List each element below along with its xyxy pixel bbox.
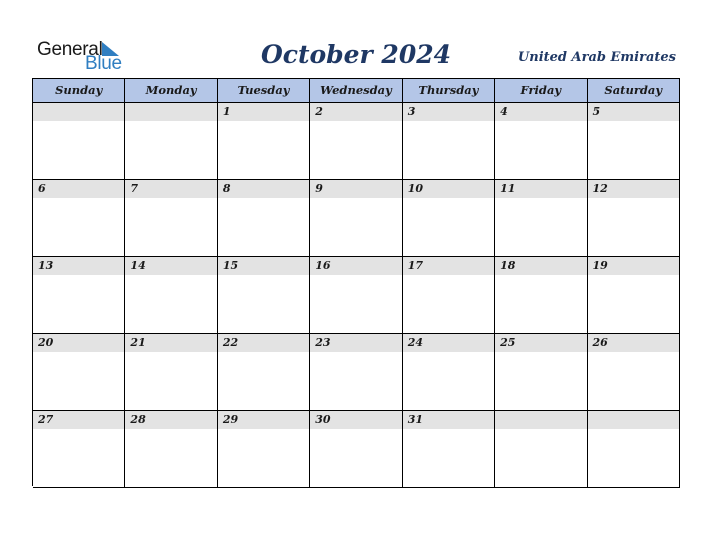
day-number-band <box>495 257 586 275</box>
day-number-band <box>310 334 401 352</box>
day-number: 5 <box>592 105 601 118</box>
day-number: 16 <box>315 259 331 272</box>
day-cell <box>403 411 495 488</box>
day-cell <box>495 257 587 334</box>
day-number: 21 <box>130 336 146 349</box>
day-number: 24 <box>407 336 423 349</box>
day-number: 19 <box>592 259 608 272</box>
day-cell <box>125 180 217 257</box>
day-number-band <box>495 103 586 121</box>
day-cell <box>218 180 310 257</box>
day-number-band <box>218 103 309 121</box>
day-cell <box>33 103 125 180</box>
day-cell <box>310 411 402 488</box>
day-cell <box>495 334 587 411</box>
day-number-band <box>588 103 679 121</box>
day-number-band <box>33 334 124 352</box>
day-cell <box>125 103 217 180</box>
day-cell <box>403 334 495 411</box>
day-number: 2 <box>315 105 323 118</box>
day-number-band <box>218 411 309 429</box>
logo-text-blue: Blue <box>85 53 122 74</box>
day-number: 1 <box>222 105 231 118</box>
day-cell <box>218 103 310 180</box>
day-number-band <box>33 257 124 275</box>
day-number-band <box>310 180 401 198</box>
weekday-header: Saturday <box>588 79 680 103</box>
week-row <box>33 334 680 411</box>
day-number: 30 <box>315 413 331 426</box>
day-number-band <box>588 180 679 198</box>
day-number-band <box>403 180 494 198</box>
day-number-band <box>125 411 216 429</box>
day-cell <box>218 334 310 411</box>
weekday-header: Sunday <box>33 79 125 103</box>
day-cell <box>125 334 217 411</box>
day-cell <box>588 103 680 180</box>
calendar-weeks <box>33 103 680 488</box>
day-number-band <box>218 334 309 352</box>
day-number: 23 <box>315 336 331 349</box>
day-cell <box>495 411 587 488</box>
weekday-header-row <box>33 79 680 103</box>
day-number-band <box>403 334 494 352</box>
day-cell <box>33 257 125 334</box>
week-row <box>33 257 680 334</box>
day-number-band <box>403 411 494 429</box>
day-cell <box>310 180 402 257</box>
week-row <box>33 103 680 180</box>
day-number-band <box>310 257 401 275</box>
day-cell <box>310 103 402 180</box>
day-cell <box>403 103 495 180</box>
day-number: 22 <box>222 336 239 349</box>
day-number-band <box>310 103 401 121</box>
day-cell <box>588 180 680 257</box>
day-cell <box>495 103 587 180</box>
region-label: United Arab Emirates <box>517 50 676 65</box>
day-number: 14 <box>130 259 146 272</box>
day-number-band <box>495 411 586 429</box>
day-number: 17 <box>407 259 423 272</box>
week-row <box>33 411 680 488</box>
day-number: 18 <box>500 259 516 272</box>
day-number-band <box>218 257 309 275</box>
day-number: 25 <box>500 336 516 349</box>
day-number: 26 <box>592 336 608 349</box>
day-number: 20 <box>38 336 54 349</box>
day-number-band <box>588 411 679 429</box>
week-row <box>33 180 680 257</box>
day-number: 10 <box>407 182 423 195</box>
day-cell <box>310 334 402 411</box>
day-cell <box>588 257 680 334</box>
day-cell <box>218 411 310 488</box>
weekday-header: Monday <box>125 79 217 103</box>
day-number: 11 <box>500 182 516 195</box>
day-number-band <box>495 180 586 198</box>
day-cell <box>218 257 310 334</box>
day-number-band <box>218 180 309 198</box>
day-number-band <box>588 334 679 352</box>
day-number-band <box>125 103 216 121</box>
day-number-band <box>125 180 216 198</box>
day-number: 28 <box>130 413 146 426</box>
day-number-band <box>588 257 679 275</box>
day-number-band <box>403 257 494 275</box>
weekday-header: Friday <box>495 79 587 103</box>
day-number-band <box>33 180 124 198</box>
day-cell <box>125 411 217 488</box>
day-number-band <box>125 334 216 352</box>
day-number: 4 <box>500 105 508 118</box>
day-number: 6 <box>38 182 46 195</box>
day-cell <box>588 334 680 411</box>
day-cell <box>33 334 125 411</box>
calendar-grid <box>32 78 680 486</box>
day-cell <box>125 257 217 334</box>
day-number: 15 <box>222 259 239 272</box>
day-number: 31 <box>407 413 423 426</box>
day-number: 12 <box>592 182 608 195</box>
day-number-band <box>33 103 124 121</box>
weekday-header: Tuesday <box>218 79 310 103</box>
day-cell <box>33 411 125 488</box>
calendar-title: October 2024 <box>260 40 452 69</box>
day-cell <box>403 257 495 334</box>
logo-text-general: General <box>37 39 103 60</box>
day-cell <box>33 180 125 257</box>
day-number: 9 <box>315 182 323 195</box>
weekday-header: Thursday <box>403 79 495 103</box>
day-number-band <box>403 103 494 121</box>
day-number: 8 <box>222 182 231 195</box>
day-number-band <box>125 257 216 275</box>
day-cell <box>495 180 587 257</box>
day-number: 7 <box>130 182 139 195</box>
day-number-band <box>33 411 124 429</box>
day-number: 27 <box>38 413 54 426</box>
day-cell <box>588 411 680 488</box>
day-number: 13 <box>38 259 54 272</box>
day-cell <box>310 257 402 334</box>
day-number: 29 <box>222 413 239 426</box>
day-number-band <box>495 334 586 352</box>
day-number: 3 <box>407 105 416 118</box>
day-number-band <box>310 411 401 429</box>
weekday-header: Wednesday <box>310 79 402 103</box>
day-cell <box>403 180 495 257</box>
